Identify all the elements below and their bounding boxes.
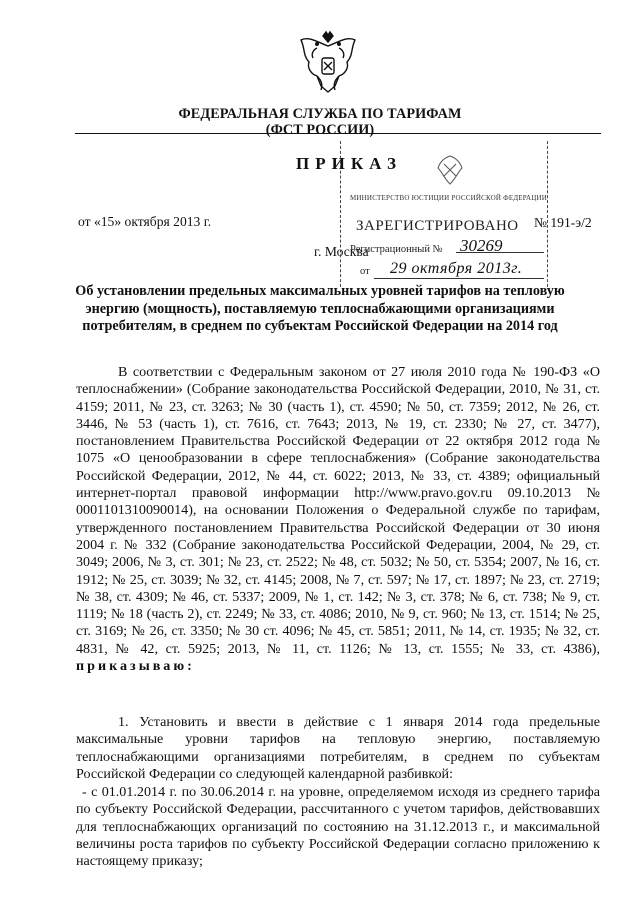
org-abbreviation: (ФСТ РОССИИ) xyxy=(265,122,375,138)
coat-of-arms-emblem xyxy=(297,28,359,98)
stamp-registered: ЗАРЕГИСТРИРОВАНО xyxy=(356,218,519,234)
stamp-underline xyxy=(456,252,544,253)
stamp-reg-label: Регистрационный № xyxy=(350,244,443,255)
preamble-paragraph xyxy=(76,364,600,675)
document-type: ПРИКАЗ xyxy=(296,154,402,173)
document-title: Об установлении предельных максимальных уровней тарифов на тепловую энергию (мощность), поставляемую теплоснабжающими организациями потребителям, в среднем по субъектам Российской Федерации на 2014 год xyxy=(75,283,565,335)
stamp-date: 29 октября 2013г. xyxy=(390,260,523,277)
stamp-reg-number: 30269 xyxy=(460,236,503,255)
clause-1-item-1: - с 01.01.2014 г. по 30.06.2014 г. на уровне, определяемом исходя из среднего тарифа по субъекту Российской Федерации, рассчитанного с учетом тарифов, действовавших для теплоснабжающих организаций по состоянию на 31.12.2013 г., и максимальной величины роста тарифов по субъекту Российской Федерации согласно приложению к настоящему приказу; xyxy=(76,784,600,870)
stamp-seal-icon xyxy=(430,150,470,190)
org-name: ФЕДЕРАЛЬНАЯ СЛУЖБА ПО ТАРИФАМ xyxy=(178,106,462,122)
header-divider xyxy=(75,133,601,134)
order-word: приказываю: xyxy=(76,658,195,675)
stamp-underline xyxy=(374,278,544,279)
document-number: № 191-э/2 xyxy=(534,215,592,230)
document-date: от «15» октября 2013 г. xyxy=(78,214,212,229)
preamble-text: В соответствии с Федеральным законом от 27 июля 2010 года № 190-ФЗ «О теплоснабжении» (Собрание законодательства Российской Федерации, 2010, № 31, ст. 4159; 2011, № 23, ст. 3263; № 30 (часть 1), ст. 4590; № 50, ст. 7359; 2012, № 26, ст. 3446, № 53 (часть 1), ст. 7616, ст. 7643; 2013, № 19, ст. 2330; № 27, ст. 3477), постановлением Правительства Российской Федерации от 22 октября 2012 года № 1075 «О ценообразовании в сфере теплоснабжения» (Собрание законодательства Российской Федерации, 2012, № 44, ст. 6022; 2013, № 33, ст. 4389; официальный интернет-портал правовой информации http://www.pravo.gov.ru 09.10.2013 № 0001101310090014), на основании Положения о Федеральной службе по тарифам, утвержденного постановлением Правительства Российской Федерации от 30 июня 2004 г. № 332 (Собрание законодательства Российской Федерации, 2004, № 29, ст. 3049; 2006, № 3, ст. 301; № 23, ст. 2522; № 48, ст. 5032; № 50, ст. 5354; 2007, № 16, ст. 1912; № 25, ст. 3039; № 32, ст. 4145; 2008, № 7, ст. 597; № 17, ст. 1897; № 23, ст. 2719; № 38, ст. 4309; № 46, ст. 5337; 2009, № 1, ст. 142; № 3, ст. 378; № 6, ст. 738; № 9, ст. 1119; № 18 (часть 2), ст. 2249; № 33, ст. 4086; 2010, № 9, ст. 960; № 13, ст. 1514; № 25, ст. 3169; № 26, ст. 3350; № 30 ст. 4096; № 45, ст. 5851; 2011, № 14, ст. 1935; № 32, ст. 4831, № 42, ст. 5925; 2013, № 11, ст. 1126; № 13, ст. 1555; № 33, ст. 4386), xyxy=(76,364,600,657)
stamp-ministry: МИНИСТЕРСТВО ЮСТИЦИИ РОССИЙСКОЙ ФЕДЕРАЦИИ xyxy=(350,194,547,202)
document-city: г. Москва xyxy=(314,244,369,259)
stamp-date-prefix: от xyxy=(360,266,370,277)
clause-1: 1. Установить и ввести в действие с 1 января 2014 года предельные максимальные уровни тарифов на тепловую энергию, поставляемую теплоснабжающими организациями потребителям, в среднем по субъектам Российской Федерации со следующей календарной разбивкой: xyxy=(76,714,600,782)
